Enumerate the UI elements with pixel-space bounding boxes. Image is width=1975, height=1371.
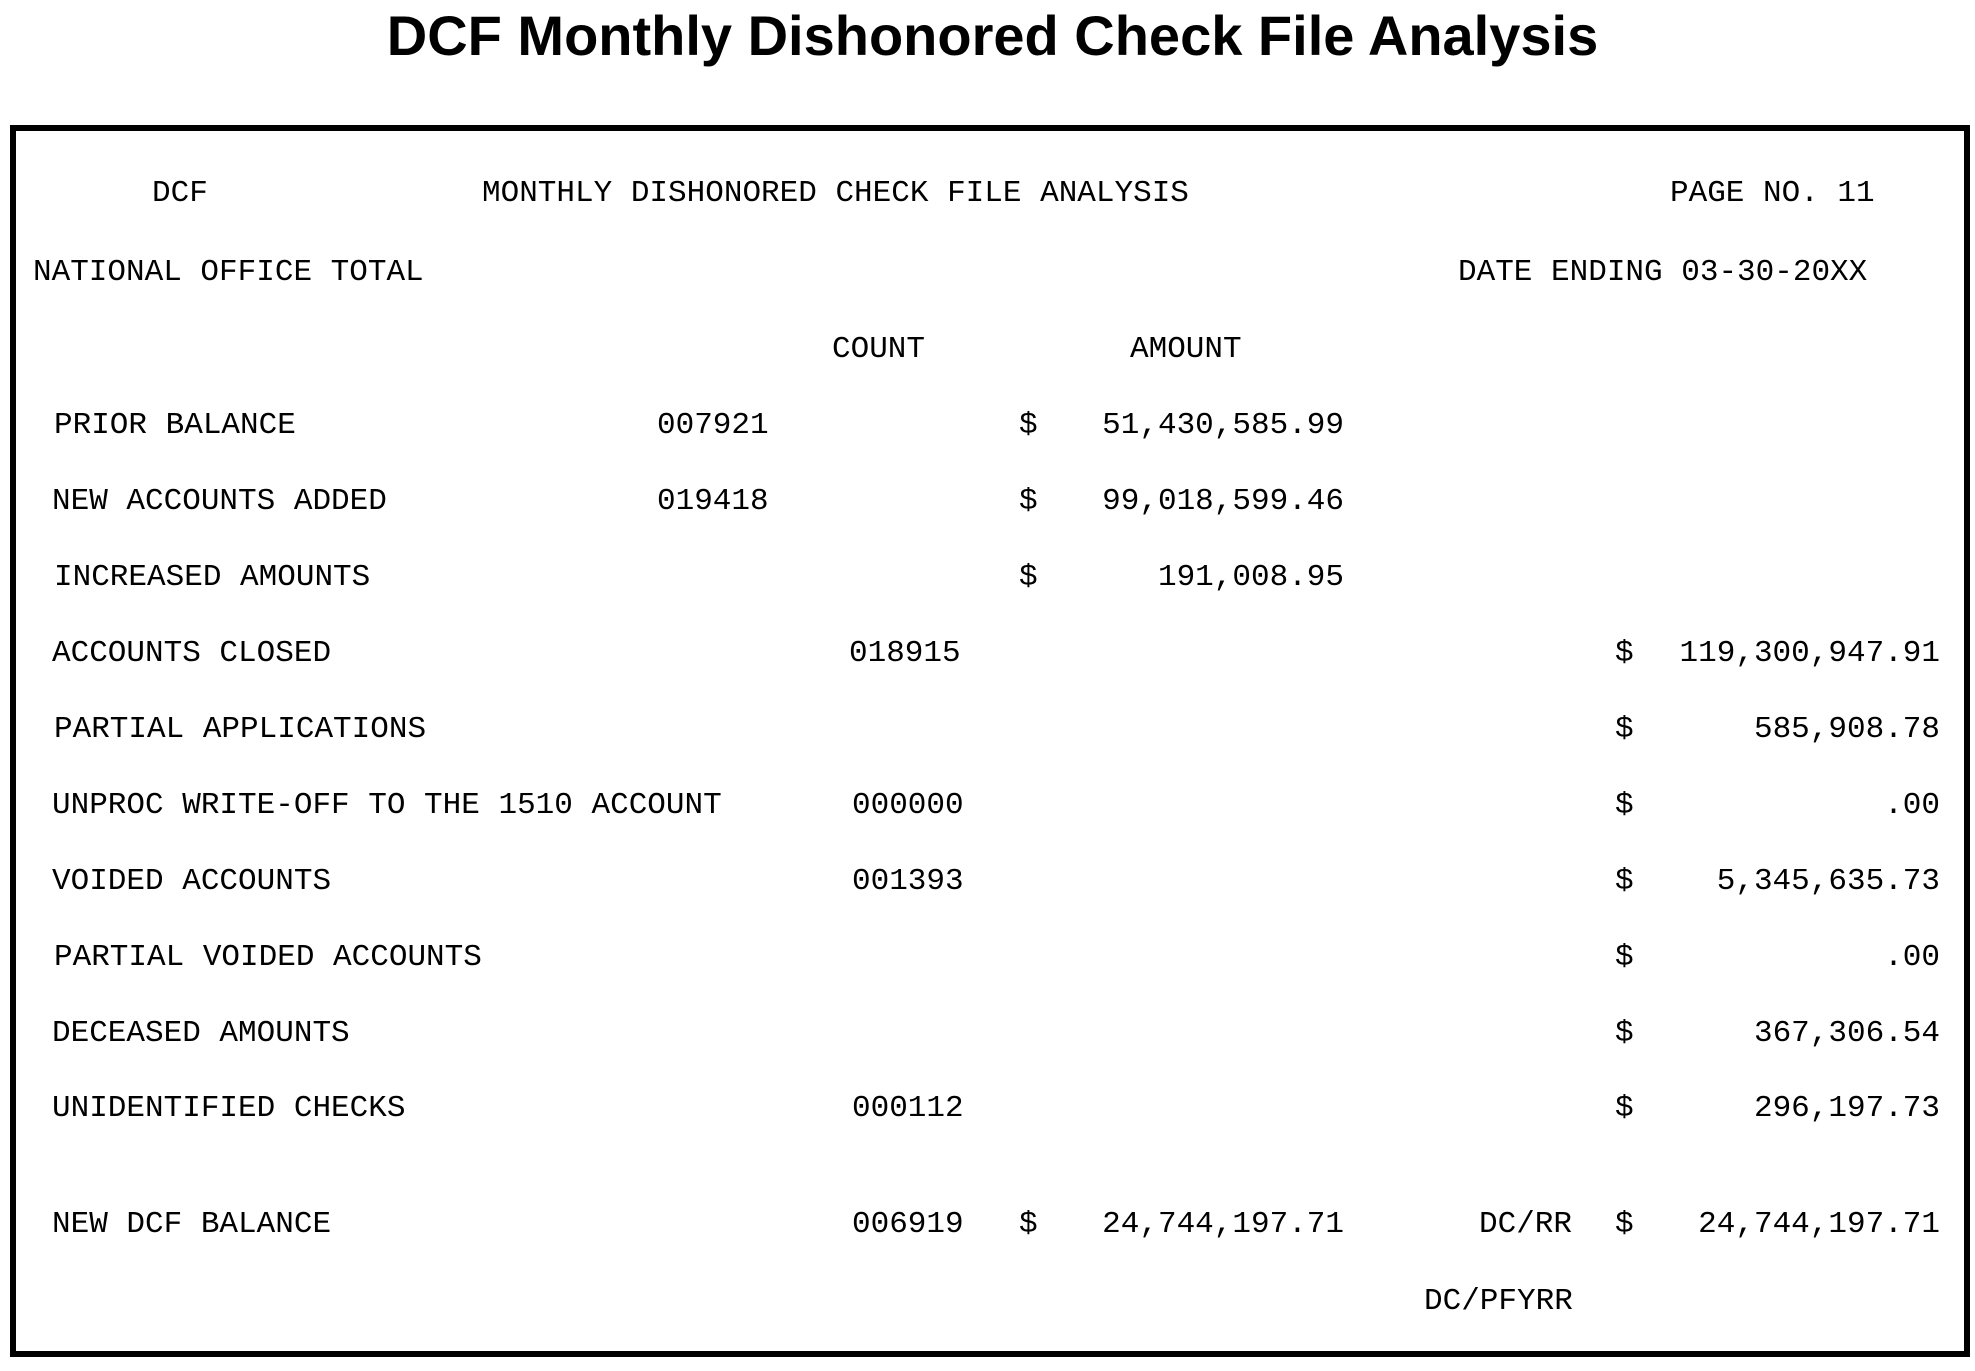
row-label: NEW ACCOUNTS ADDED — [52, 484, 387, 519]
row-amount: 119,300,947.91 — [1679, 636, 1940, 671]
row-amount: 5,345,635.73 — [1716, 864, 1940, 899]
report-name: MONTHLY DISHONORED CHECK FILE ANALYSIS — [482, 176, 1189, 211]
date-ending: DATE ENDING 03-30-20XX — [1458, 255, 1868, 290]
dollar-sign: $ — [1615, 1016, 1634, 1051]
amount-column-header: AMOUNT — [1130, 332, 1242, 367]
row-count: 000112 — [852, 1091, 964, 1126]
count-column-header: COUNT — [832, 332, 926, 367]
dollar-sign: $ — [1615, 788, 1634, 823]
row-count: 007921 — [657, 408, 769, 443]
dollar-sign: $ — [1019, 1207, 1038, 1242]
dollar-sign: $ — [1019, 408, 1038, 443]
row-count: 000000 — [852, 788, 964, 823]
row-label: ACCOUNTS CLOSED — [52, 636, 332, 671]
dollar-sign: $ — [1019, 560, 1038, 595]
row-label: INCREASED AMOUNTS — [54, 560, 371, 595]
row-amount: 296,197.73 — [1753, 1091, 1940, 1126]
row-amount: 367,306.54 — [1753, 1016, 1940, 1051]
row-label: DECEASED AMOUNTS — [52, 1016, 350, 1051]
dc-rr-amount: 24,744,197.71 — [1698, 1207, 1940, 1242]
row-label: PRIOR BALANCE — [54, 408, 296, 443]
row-label: UNPROC WRITE-OFF TO THE 1510 ACCOUNT — [52, 788, 722, 823]
dollar-sign: $ — [1615, 940, 1634, 975]
row-amount: 99,018,599.46 — [1102, 484, 1344, 519]
row-amount: .00 — [1884, 788, 1940, 823]
row-label: VOIDED ACCOUNTS — [52, 864, 332, 899]
agency-label: DCF — [152, 176, 208, 211]
new-balance-count: 006919 — [852, 1207, 964, 1242]
row-count: 018915 — [849, 636, 961, 671]
dc-rr-code: DC/RR — [1479, 1207, 1573, 1242]
new-balance-label: NEW DCF BALANCE — [52, 1207, 332, 1242]
office-label: NATIONAL OFFICE TOTAL — [33, 255, 424, 290]
row-label: PARTIAL VOIDED ACCOUNTS — [54, 940, 482, 975]
dollar-sign: $ — [1615, 1207, 1634, 1242]
dollar-sign: $ — [1019, 484, 1038, 519]
dollar-sign: $ — [1615, 712, 1634, 747]
page-number: PAGE NO. 11 — [1670, 176, 1875, 211]
dc-pfyrr-code: DC/PFYRR — [1424, 1284, 1573, 1319]
dollar-sign: $ — [1615, 1091, 1634, 1126]
new-balance-amount: 24,744,197.71 — [1102, 1207, 1344, 1242]
row-count: 019418 — [657, 484, 769, 519]
page-title: DCF Monthly Dishonored Check File Analysis — [386, 4, 1599, 67]
row-label: UNIDENTIFIED CHECKS — [52, 1091, 406, 1126]
row-label: PARTIAL APPLICATIONS — [54, 712, 427, 747]
row-amount: .00 — [1884, 940, 1940, 975]
row-amount: 191,008.95 — [1157, 560, 1344, 595]
dollar-sign: $ — [1615, 636, 1634, 671]
row-count: 001393 — [852, 864, 964, 899]
dollar-sign: $ — [1615, 864, 1634, 899]
row-amount: 51,430,585.99 — [1102, 408, 1344, 443]
row-amount: 585,908.78 — [1753, 712, 1940, 747]
